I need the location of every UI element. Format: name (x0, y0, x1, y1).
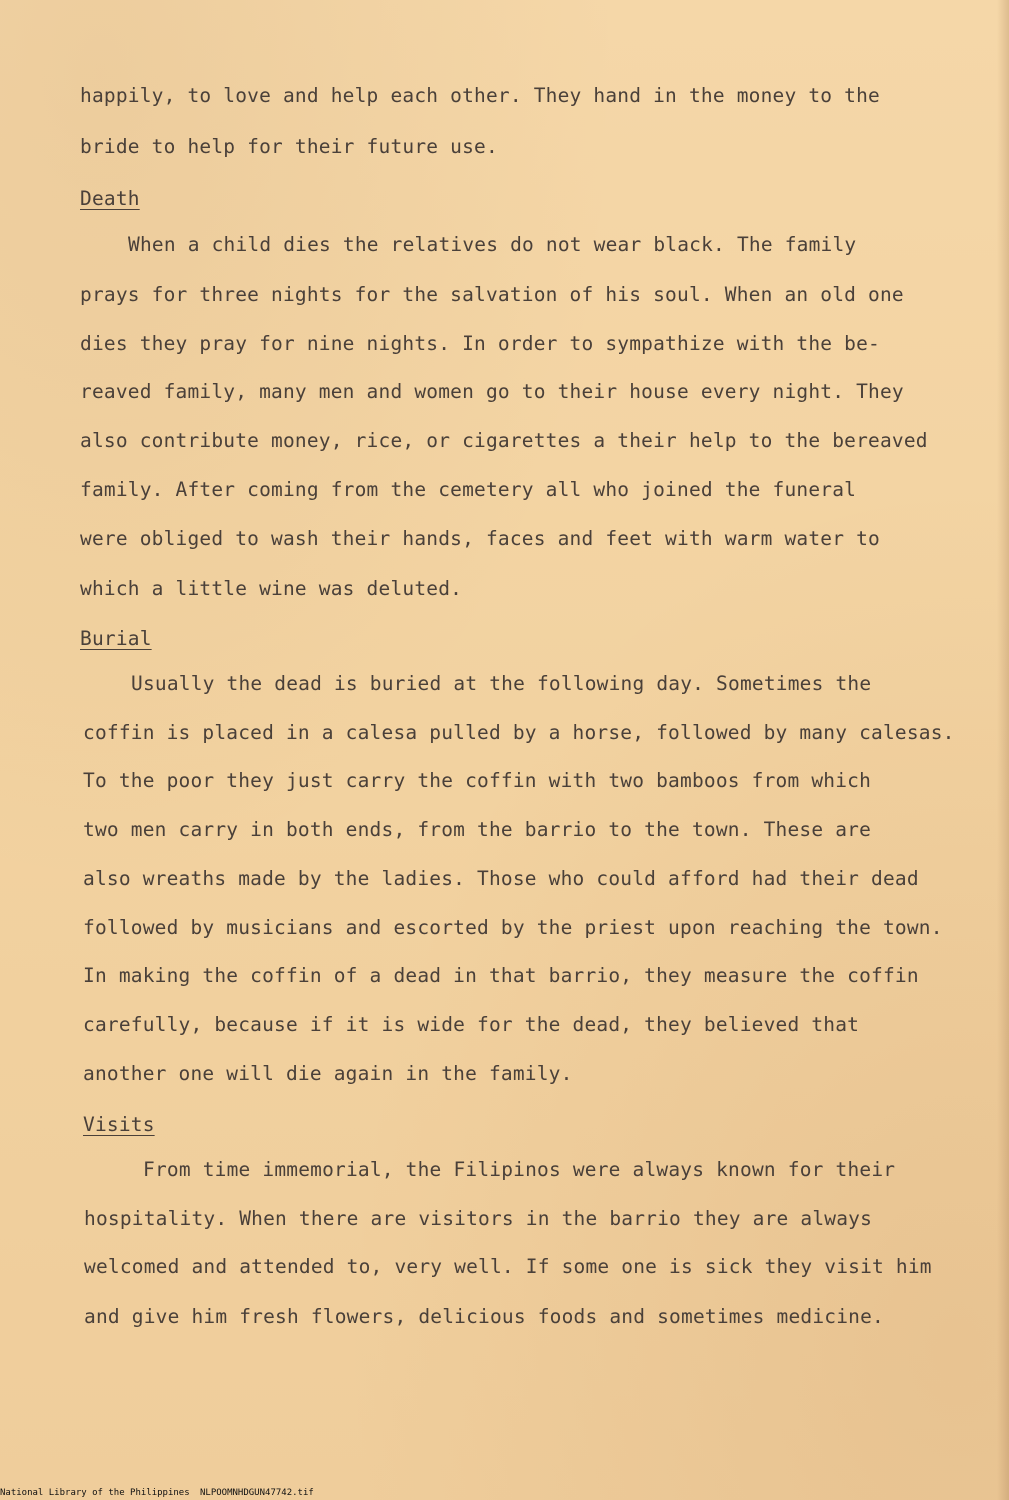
text-line: prays for three nights for the salvation of his soul. When an old one (80, 283, 904, 306)
footer-library: National Library of the Philippines (0, 1488, 190, 1498)
text-line: also contribute money, rice, or cigarettes a their help to the bereaved (80, 429, 928, 452)
page-edge (997, 0, 1009, 1500)
text-line: bride to help for their future use. (80, 135, 498, 158)
text-line: welcomed and attended to, very well. If some one is sick they visit him (84, 1255, 932, 1278)
section-heading-burial: Burial (80, 627, 152, 650)
text-line: two men carry in both ends, from the barrio to the town. These are (83, 818, 872, 841)
footer-filename: NLPOOMNHDGUN47742.tif (200, 1488, 314, 1498)
text-line: carefully, because if it is wide for the dead, they believed that (83, 1013, 860, 1036)
text-line: another one will die again in the family. (83, 1062, 573, 1085)
text-line: dies they pray for nine nights. In order to sympathize with the be- (80, 332, 880, 355)
text-line: were obliged to wash their hands, faces and feet with warm water to (80, 527, 880, 550)
section-heading-death: Death (80, 187, 140, 210)
section-heading-visits: Visits (83, 1113, 155, 1136)
text-line: also wreaths made by the ladies. Those who could afford had their dead (83, 867, 919, 890)
text-line: In making the coffin of a dead in that barrio, they measure the coffin (83, 964, 919, 987)
text-line: From time immemorial, the Filipinos were always known for their (143, 1158, 896, 1181)
text-line: Usually the dead is buried at the following day. Sometimes the (131, 672, 872, 695)
text-line: family. After coming from the cemetery all who joined the funeral (80, 478, 857, 501)
text-line: coffin is placed in a calesa pulled by a horse, followed by many calesas. (83, 721, 955, 744)
text-line: To the poor they just carry the coffin with two bamboos from which (83, 769, 872, 792)
text-line: which a little wine was deluted. (80, 577, 463, 600)
text-line: and give him fresh flowers, delicious foods and sometimes medicine. (84, 1305, 884, 1328)
text-line: hospitality. When there are visitors in the barrio they are always (84, 1207, 873, 1230)
text-line: reaved family, many men and women go to their house every night. They (80, 380, 904, 403)
text-line: When a child dies the relatives do not wear black. The family (128, 233, 857, 256)
text-line: happily, to love and help each other. They hand in the money to the (80, 84, 880, 107)
text-line: followed by musicians and escorted by the priest upon reaching the town. (83, 916, 943, 939)
